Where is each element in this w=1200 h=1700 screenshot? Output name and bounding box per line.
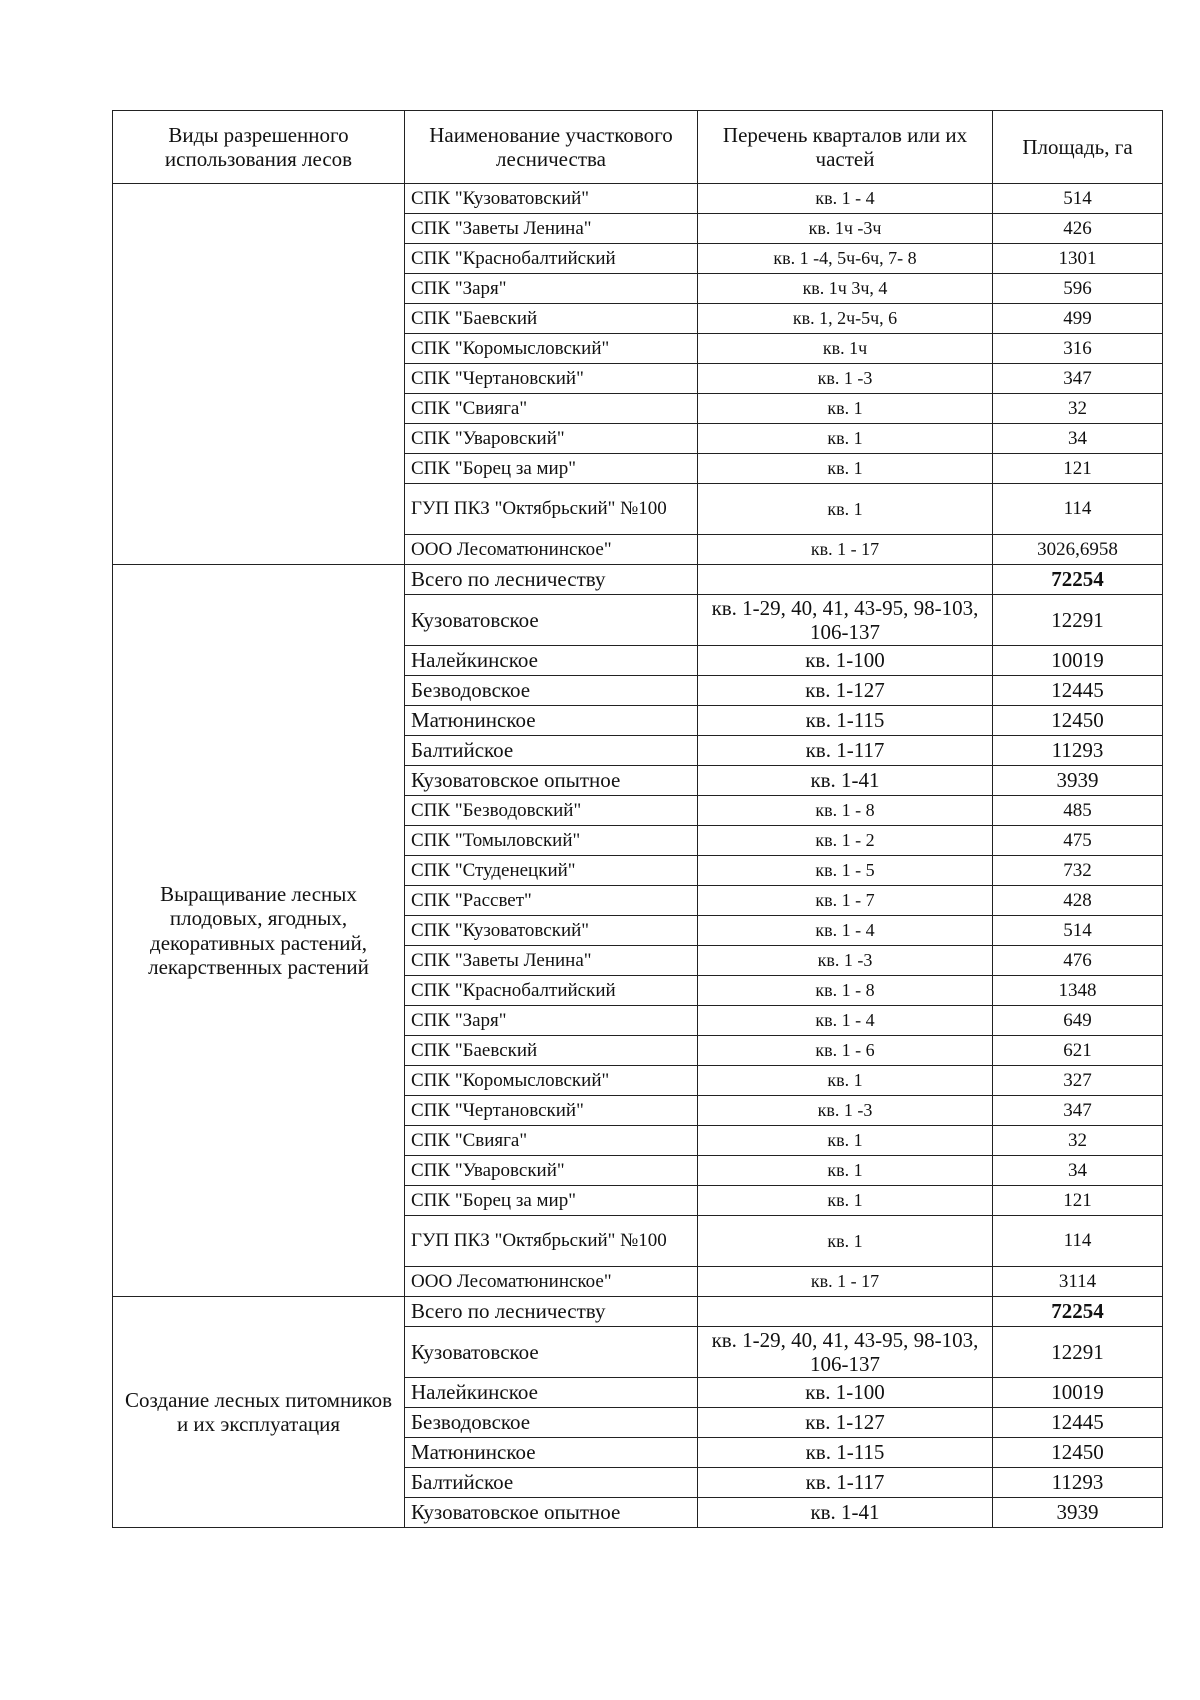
quarters-cell: кв. 1-117 bbox=[698, 736, 993, 766]
district-name-cell: Матюнинское bbox=[405, 1438, 698, 1468]
header-row bbox=[113, 111, 1163, 184]
quarters-cell: кв. 1 bbox=[698, 394, 993, 424]
area-cell: 1301 bbox=[993, 244, 1163, 274]
district-name-cell: СПК "Кузоватовский" bbox=[405, 916, 698, 946]
district-name-cell: Всего по лесничеству bbox=[405, 1297, 698, 1327]
area-cell: 428 bbox=[993, 886, 1163, 916]
area-cell: 3114 bbox=[993, 1267, 1163, 1297]
district-name-cell: СПК "Борец за мир" bbox=[405, 454, 698, 484]
table-body bbox=[113, 184, 1163, 1528]
district-name-cell: СПК "Студенецкий" bbox=[405, 856, 698, 886]
area-cell: 621 bbox=[993, 1036, 1163, 1066]
quarters-cell: кв. 1 bbox=[698, 1066, 993, 1096]
use-type-cell: Создание лесных питомников и их эксплуатация bbox=[113, 1297, 405, 1528]
area-cell: 485 bbox=[993, 796, 1163, 826]
header-use-type: Виды разрешенного использования лесов bbox=[113, 111, 405, 184]
quarters-cell bbox=[698, 565, 993, 595]
quarters-cell: кв. 1 - 4 bbox=[698, 184, 993, 214]
quarters-cell: кв. 1 - 6 bbox=[698, 1036, 993, 1066]
area-cell: 649 bbox=[993, 1006, 1163, 1036]
area-cell: 34 bbox=[993, 1156, 1163, 1186]
area-cell: 514 bbox=[993, 184, 1163, 214]
quarters-cell: кв. 1 -4, 5ч-6ч, 7- 8 bbox=[698, 244, 993, 274]
district-name-cell: СПК "Заря" bbox=[405, 274, 698, 304]
district-name-cell: СПК "Свияга" bbox=[405, 1126, 698, 1156]
area-cell: 12445 bbox=[993, 676, 1163, 706]
district-name-cell: Балтийское bbox=[405, 736, 698, 766]
district-name-cell: Балтийское bbox=[405, 1468, 698, 1498]
table-header bbox=[113, 111, 1163, 184]
area-cell: 72254 bbox=[993, 565, 1163, 595]
quarters-cell: кв. 1ч -3ч bbox=[698, 214, 993, 244]
quarters-cell: кв. 1 bbox=[698, 424, 993, 454]
area-cell: 114 bbox=[993, 1216, 1163, 1267]
table-row bbox=[113, 184, 1163, 214]
area-cell: 476 bbox=[993, 946, 1163, 976]
quarters-cell: кв. 1 -3 bbox=[698, 1096, 993, 1126]
area-cell: 732 bbox=[993, 856, 1163, 886]
quarters-cell: кв. 1-29, 40, 41, 43-95, 98-103, 106-137 bbox=[698, 595, 993, 646]
quarters-cell: кв. 1-41 bbox=[698, 1498, 993, 1528]
quarters-cell: кв. 1 bbox=[698, 454, 993, 484]
area-cell: 11293 bbox=[993, 736, 1163, 766]
quarters-cell: кв. 1-127 bbox=[698, 676, 993, 706]
area-cell: 32 bbox=[993, 394, 1163, 424]
quarters-cell: кв. 1-41 bbox=[698, 766, 993, 796]
district-name-cell: СПК "Чертановский" bbox=[405, 364, 698, 394]
area-cell: 426 bbox=[993, 214, 1163, 244]
district-name-cell: СПК "Баевский bbox=[405, 304, 698, 334]
district-name-cell: СПК "Чертановский" bbox=[405, 1096, 698, 1126]
area-cell: 121 bbox=[993, 454, 1163, 484]
district-name-cell: Кузоватовское опытное bbox=[405, 1498, 698, 1528]
district-name-cell: ГУП ПКЗ "Октябрьский" №100 bbox=[405, 484, 698, 535]
district-name-cell: СПК "Рассвет" bbox=[405, 886, 698, 916]
quarters-cell: кв. 1 -3 bbox=[698, 946, 993, 976]
quarters-cell: кв. 1ч bbox=[698, 334, 993, 364]
quarters-cell: кв. 1 - 2 bbox=[698, 826, 993, 856]
district-name-cell: СПК "Томыловский" bbox=[405, 826, 698, 856]
quarters-cell: кв. 1-100 bbox=[698, 1378, 993, 1408]
district-name-cell: Всего по лесничеству bbox=[405, 565, 698, 595]
district-name-cell: СПК "Заря" bbox=[405, 1006, 698, 1036]
quarters-cell: кв. 1 bbox=[698, 1126, 993, 1156]
quarters-cell: кв. 1, 2ч-5ч, 6 bbox=[698, 304, 993, 334]
area-cell: 347 bbox=[993, 364, 1163, 394]
quarters-cell: кв. 1-115 bbox=[698, 1438, 993, 1468]
quarters-cell: кв. 1 - 7 bbox=[698, 886, 993, 916]
area-cell: 499 bbox=[993, 304, 1163, 334]
quarters-cell: кв. 1 bbox=[698, 484, 993, 535]
area-cell: 12291 bbox=[993, 595, 1163, 646]
area-cell: 10019 bbox=[993, 646, 1163, 676]
district-name-cell: Матюнинское bbox=[405, 706, 698, 736]
district-name-cell: СПК "Кузоватовский" bbox=[405, 184, 698, 214]
header-area: Площадь, га bbox=[993, 111, 1163, 184]
area-cell: 12445 bbox=[993, 1408, 1163, 1438]
area-cell: 3939 bbox=[993, 1498, 1163, 1528]
district-name-cell: Налейкинское bbox=[405, 646, 698, 676]
quarters-cell: кв. 1 - 17 bbox=[698, 1267, 993, 1297]
area-cell: 10019 bbox=[993, 1378, 1163, 1408]
quarters-cell: кв. 1 bbox=[698, 1156, 993, 1186]
district-name-cell: ООО Лесоматюнинское" bbox=[405, 535, 698, 565]
area-cell: 514 bbox=[993, 916, 1163, 946]
area-cell: 121 bbox=[993, 1186, 1163, 1216]
quarters-cell: кв. 1 - 5 bbox=[698, 856, 993, 886]
district-name-cell: Кузоватовское bbox=[405, 1327, 698, 1378]
quarters-cell: кв. 1 - 4 bbox=[698, 1006, 993, 1036]
district-name-cell: ООО Лесоматюнинское" bbox=[405, 1267, 698, 1297]
area-cell: 114 bbox=[993, 484, 1163, 535]
header-quarters-list: Перечень кварталов или их частей bbox=[698, 111, 993, 184]
total-row bbox=[113, 1297, 1163, 1327]
district-name-cell: СПК "Баевский bbox=[405, 1036, 698, 1066]
district-name-cell: СПК "Борец за мир" bbox=[405, 1186, 698, 1216]
area-cell: 3026,6958 bbox=[993, 535, 1163, 565]
district-name-cell: Безводовское bbox=[405, 1408, 698, 1438]
area-cell: 12450 bbox=[993, 1438, 1163, 1468]
total-row bbox=[113, 565, 1163, 595]
quarters-cell: кв. 1 - 8 bbox=[698, 796, 993, 826]
area-cell: 475 bbox=[993, 826, 1163, 856]
quarters-cell: кв. 1-29, 40, 41, 43-95, 98-103, 106-137 bbox=[698, 1327, 993, 1378]
district-name-cell: СПК "Коромысловский" bbox=[405, 334, 698, 364]
quarters-cell: кв. 1 - 8 bbox=[698, 976, 993, 1006]
district-name-cell: СПК "Свияга" bbox=[405, 394, 698, 424]
area-cell: 596 bbox=[993, 274, 1163, 304]
district-name-cell: СПК "Уваровский" bbox=[405, 1156, 698, 1186]
quarters-cell: кв. 1 bbox=[698, 1216, 993, 1267]
quarters-cell: кв. 1-115 bbox=[698, 706, 993, 736]
quarters-cell: кв. 1 - 17 bbox=[698, 535, 993, 565]
district-name-cell: СПК "Краснобалтийский bbox=[405, 244, 698, 274]
district-name-cell: ГУП ПКЗ "Октябрьский" №100 bbox=[405, 1216, 698, 1267]
district-name-cell: СПК "Краснобалтийский bbox=[405, 976, 698, 1006]
quarters-cell: кв. 1 - 4 bbox=[698, 916, 993, 946]
area-cell: 1348 bbox=[993, 976, 1163, 1006]
district-name-cell: СПК "Коромысловский" bbox=[405, 1066, 698, 1096]
district-name-cell: Кузоватовское bbox=[405, 595, 698, 646]
district-name-cell: Налейкинское bbox=[405, 1378, 698, 1408]
quarters-cell: кв. 1ч 3ч, 4 bbox=[698, 274, 993, 304]
use-type-cell: Выращивание лесных плодовых, ягодных, декоративных растений, лекарственных растений bbox=[113, 565, 405, 1297]
district-name-cell: СПК "Безводовский" bbox=[405, 796, 698, 826]
quarters-cell bbox=[698, 1297, 993, 1327]
area-cell: 11293 bbox=[993, 1468, 1163, 1498]
area-cell: 327 bbox=[993, 1066, 1163, 1096]
district-name-cell: Кузоватовское опытное bbox=[405, 766, 698, 796]
area-cell: 316 bbox=[993, 334, 1163, 364]
quarters-cell: кв. 1 bbox=[698, 1186, 993, 1216]
area-cell: 32 bbox=[993, 1126, 1163, 1156]
quarters-cell: кв. 1-117 bbox=[698, 1468, 993, 1498]
area-cell: 12450 bbox=[993, 706, 1163, 736]
area-cell: 3939 bbox=[993, 766, 1163, 796]
district-name-cell: СПК "Уваровский" bbox=[405, 424, 698, 454]
area-cell: 347 bbox=[993, 1096, 1163, 1126]
district-name-cell: Безводовское bbox=[405, 676, 698, 706]
quarters-cell: кв. 1-100 bbox=[698, 646, 993, 676]
district-name-cell: СПК "Заветы Ленина" bbox=[405, 946, 698, 976]
area-cell: 12291 bbox=[993, 1327, 1163, 1378]
forest-use-table bbox=[112, 110, 1163, 1528]
quarters-cell: кв. 1-127 bbox=[698, 1408, 993, 1438]
area-cell: 72254 bbox=[993, 1297, 1163, 1327]
district-name-cell: СПК "Заветы Ленина" bbox=[405, 214, 698, 244]
header-district-name: Наименование участкового лесничества bbox=[405, 111, 698, 184]
quarters-cell: кв. 1 -3 bbox=[698, 364, 993, 394]
use-type-cell bbox=[113, 184, 405, 565]
area-cell: 34 bbox=[993, 424, 1163, 454]
